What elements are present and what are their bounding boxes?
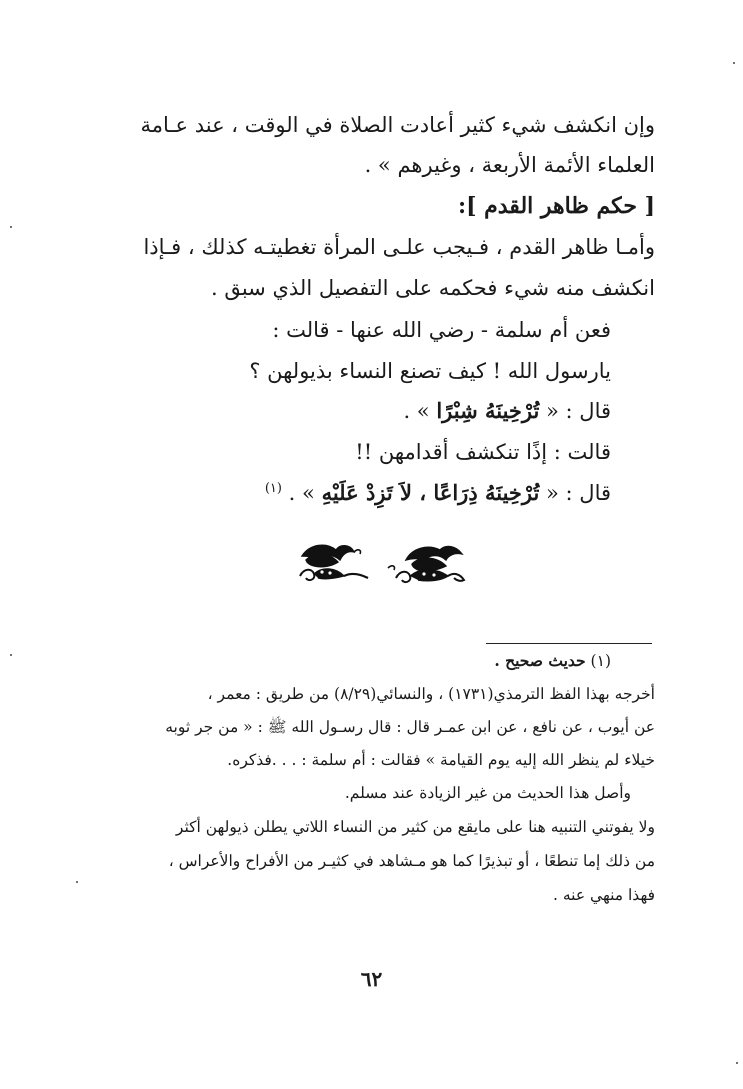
hadith-answer-suffix: » . [403, 399, 430, 423]
scan-speck [76, 881, 78, 883]
scan-speck [736, 1062, 738, 1064]
footnote-grade: حديث صحيح . [494, 651, 586, 670]
scan-speck [10, 654, 12, 656]
section-heading: [ حكم ظاهر القدم ]: [457, 193, 655, 219]
footnote-reference[interactable]: (١) [264, 481, 282, 496]
footnote-separator [486, 643, 652, 644]
body-line: انكشف منه شيء فحكمه على التفصيل الذي سبق . [210, 276, 655, 300]
body-line: العلماء الأئمة الأربعة ، وغيرهم » . [364, 153, 655, 177]
hadith-question: قالت : إذًا تنكشف أقدامهن !! [355, 440, 611, 464]
hadith-answer-quote: تُرْخِينَهُ ذِرَاعًا ، لاَ تَزِدْ عَلَيْهِ [321, 480, 540, 505]
scan-speck [733, 62, 735, 64]
footnote-line: فهذا منهي عنه . [553, 886, 655, 904]
footnote-marker: (١) [590, 652, 611, 670]
footnote-line: من ذلك إما تنطعًا ، أو تبذيرًا كما هو مـشاهد في كثيـر من الأفراح والأعراس ، [168, 852, 655, 870]
scan-speck [10, 226, 12, 228]
hadith-answer [111, 398, 611, 424]
floral-ornament-icon [296, 538, 468, 588]
footnote-line: عن أيوب ، عن نافع ، عن ابن عمـر قال : قال رسـول الله ﷺ : « من جر ثوبه [165, 718, 655, 736]
footnote-line: خيلاء لم ينظر الله إليه يوم القيامة » فقالت : أم سلمة : . . .فذكره. [227, 751, 655, 769]
hadith-answer-prefix: قال : « [546, 399, 611, 423]
body-line: وإن انكشف شيء كثير أعادت الصلاة في الوقت ، عند عـامة [140, 113, 655, 137]
footnote-title [71, 652, 611, 671]
footnote-line: أخرجه بهذا الفظ الترمذي(١٧٣١) ، والنسائي(٨/٢٩) من طريق : معمر ، [207, 685, 655, 703]
hadith-question: يارسول الله ! كيف تصنع النساء بذيولهن ؟ [249, 359, 611, 383]
hadith-answer-quote: تُرْخِينَهُ شِبْرًا [436, 398, 540, 423]
footnote-line: ولا يفوتني التنبيه هنا على مايقع من كثير من النساء اللاتي يطلن ذيولهن أكثر [175, 818, 655, 836]
hadith-answer [111, 480, 611, 506]
hadith-answer-prefix: قال : « [546, 481, 611, 505]
page-number: ٦٢ [360, 967, 383, 991]
hadith-answer-suffix: » . [288, 481, 315, 505]
body-line: وأمـا ظاهر القدم ، فـيجب علـى المرأة تغطيتـه كذلك ، فـإذا [143, 235, 655, 259]
hadith-intro: فعن أم سلمة - رضي الله عنها - قالت : [272, 318, 611, 342]
footnote-line: وأصل هذا الحديث من غير الزيادة عند مسلم. [344, 784, 631, 802]
